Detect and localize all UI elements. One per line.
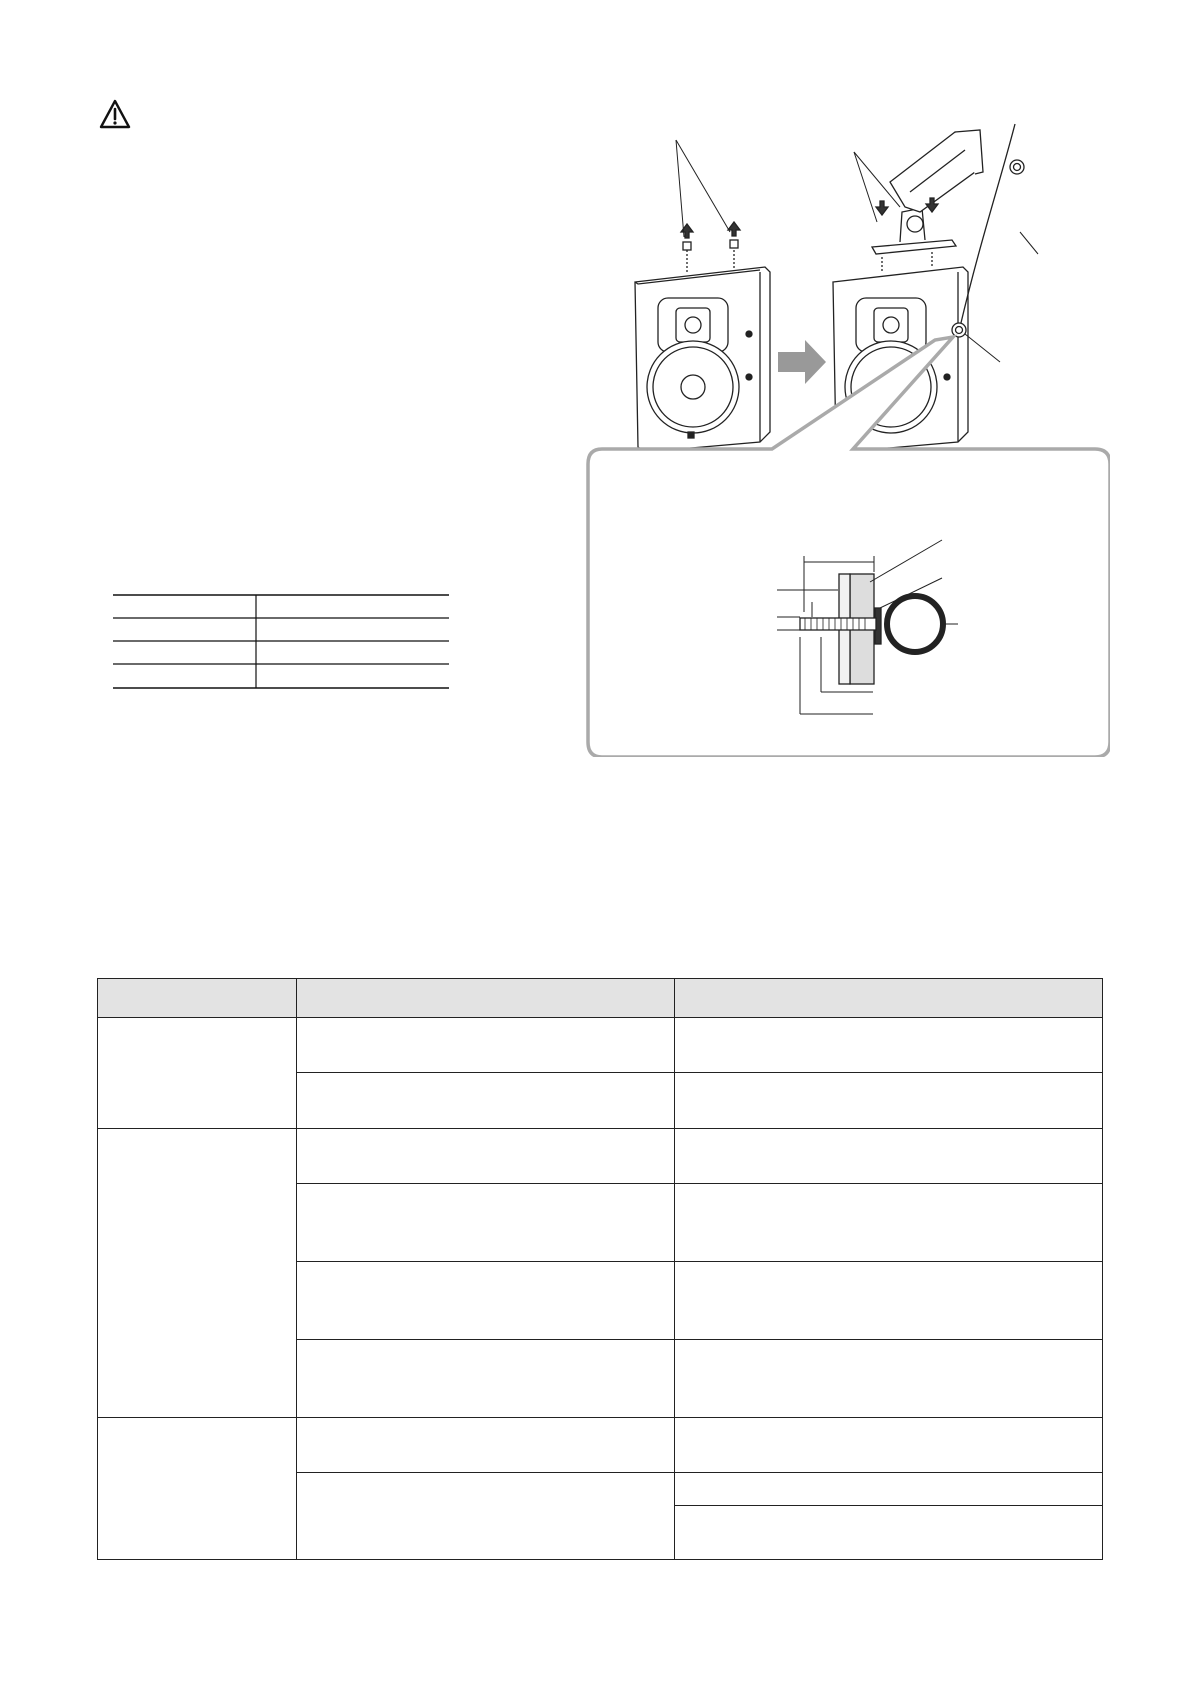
table-row [98,1129,1103,1184]
table-cell [297,1184,675,1262]
table-cell [675,1262,1103,1340]
table-cell [675,1184,1103,1262]
table-cell [297,1073,675,1129]
arrow-right-icon [778,340,826,384]
table-cell [297,1262,675,1340]
speaker-icon [635,267,770,452]
warning-triangle-icon [98,98,132,130]
table-header-row [98,979,1103,1018]
table-cell [297,1018,675,1073]
installation-figure [580,112,1110,757]
ceiling-bracket-icon [854,130,983,272]
table-cell [675,1418,1103,1473]
spec-table [113,594,449,690]
table-cell [297,1340,675,1418]
table-cell [675,1506,1103,1560]
header-col-2 [297,979,675,1018]
table-row [98,1018,1103,1073]
table-cell [675,1129,1103,1184]
table-cell [675,1073,1103,1129]
group-label [98,1418,297,1560]
main-table [97,978,1103,1560]
group-label [98,1129,297,1418]
header-col-1 [98,979,297,1018]
table-cell [297,1418,675,1473]
table-cell [297,1473,675,1560]
table-row [98,1418,1103,1473]
group-label [98,1018,297,1129]
table-cell [675,1340,1103,1418]
table-cell [675,1473,1103,1506]
table-cell [297,1129,675,1184]
table-cell [675,1018,1103,1073]
header-col-3 [675,979,1103,1018]
